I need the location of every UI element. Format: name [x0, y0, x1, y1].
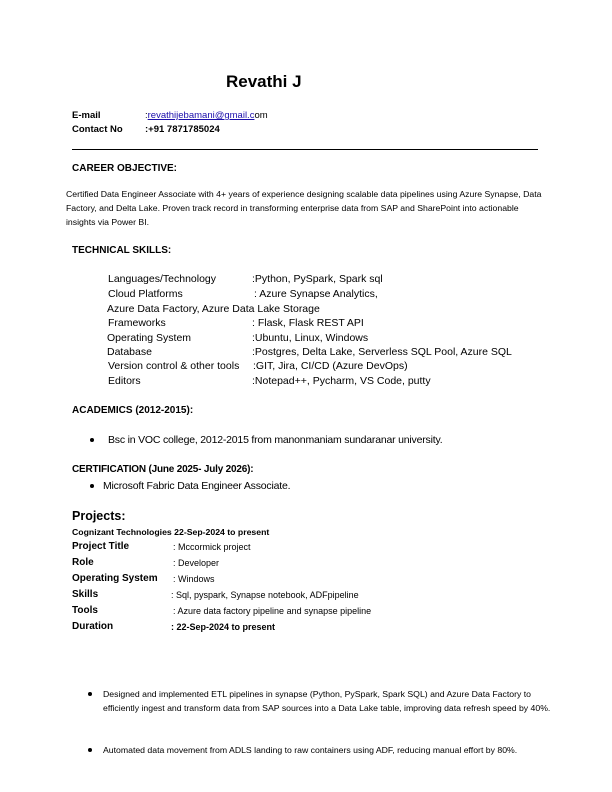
- skill-value: :Notepad++, Pycharm, VS Code, putty: [252, 375, 431, 387]
- bullet-icon: [88, 748, 92, 752]
- project-field-value: : Sql, pyspark, Synapse notebook, ADFpipeline: [171, 590, 359, 600]
- skill-value: :GIT, Jira, CI/CD (Azure DevOps): [253, 360, 408, 372]
- project-field-label: Operating System: [72, 573, 158, 584]
- email-separator: :: [145, 110, 148, 121]
- skill-label: Frameworks: [108, 317, 166, 329]
- project-field-label: Duration: [72, 621, 114, 632]
- project-field-label: Project Title: [72, 541, 130, 552]
- email-value: [145, 110, 268, 121]
- academics-item: Bsc in VOC college, 2012-2015 from manonmaniam sundaranar university.: [108, 434, 443, 446]
- contact-number: +91 7871785024: [148, 124, 220, 135]
- technical-skills-heading: TECHNICAL SKILLS:: [72, 245, 172, 256]
- skill-label: Cloud Platforms: [108, 288, 183, 300]
- project-bullet: Automated data movement from ADLS landing to raw containers using ADF, reducing manual effort by 80%.: [103, 745, 518, 755]
- skill-value: : Flask, Flask REST API: [252, 317, 364, 329]
- contact-value: [145, 124, 220, 135]
- candidate-name: Revathi J: [226, 72, 302, 91]
- projects-heading: Projects:: [72, 509, 126, 523]
- project-company: Cognizant Technologies 22-Sep-2024 to present: [72, 527, 270, 537]
- skill-value: :Ubuntu, Linux, Windows: [252, 332, 369, 344]
- skill-label: Languages/Technology: [108, 273, 217, 285]
- academics-heading: ACADEMICS (2012-2015):: [72, 405, 194, 416]
- email-label: E-mail: [72, 110, 101, 121]
- project-field-value: : 22-Sep-2024 to present: [171, 622, 276, 632]
- project-field-label: Skills: [72, 589, 99, 600]
- bullet-icon: [88, 692, 92, 696]
- skill-label-continued: Azure Data Factory, Azure Data Lake Storage: [107, 303, 320, 315]
- skill-label: Database: [107, 346, 152, 358]
- contact-label: Contact No: [72, 124, 123, 135]
- project-field-label: Tools: [72, 605, 98, 616]
- skill-label: Version control & other tools: [108, 360, 240, 372]
- header-divider: [72, 149, 538, 150]
- career-objective-heading: CAREER OBJECTIVE:: [72, 163, 178, 174]
- email-link[interactable]: revathijebamani@gmail.c: [147, 110, 255, 121]
- skill-value: : Azure Synapse Analytics,: [254, 288, 378, 300]
- project-field-value: : Mccormick project: [173, 542, 251, 552]
- skill-value: :Python, PySpark, Spark sql: [252, 273, 383, 285]
- bullet-icon: [90, 484, 94, 488]
- contact-separator: :: [145, 124, 149, 135]
- certification-item: Microsoft Fabric Data Engineer Associate.: [103, 480, 291, 492]
- project-field-value: : Windows: [173, 574, 215, 584]
- project-field-value: : Azure data factory pipeline and synapse pipeline: [173, 606, 372, 616]
- skill-value: :Postgres, Delta Lake, Serverless SQL Pool, Azure SQL: [252, 346, 512, 358]
- certification-heading: CERTIFICATION (June 2025- July 2026):: [72, 464, 254, 475]
- skill-label: Editors: [108, 375, 141, 387]
- email-rest: om: [254, 110, 268, 121]
- skill-label: Operating System: [107, 332, 192, 344]
- career-objective-text: Certified Data Engineer Associate with 4+ years of experience designing scalable data pipelines using Azure Synapse, Data Factory, and Delta Lake. Proven track record in transforming enterprise data from SAP and SharePoint into actionable insights via Power BI.: [66, 189, 542, 227]
- bullet-icon: [90, 438, 94, 442]
- project-field-value: : Developer: [173, 558, 220, 568]
- project-bullet: Designed and implemented ETL pipelines in synapse (Python, PySpark, Spark SQL) and Azure Data Factory to efficiently ingest and transform data from SAP sources into a Data Lake table, improving data refresh speed by 40%.: [103, 689, 551, 713]
- project-field-label: Role: [72, 557, 94, 568]
